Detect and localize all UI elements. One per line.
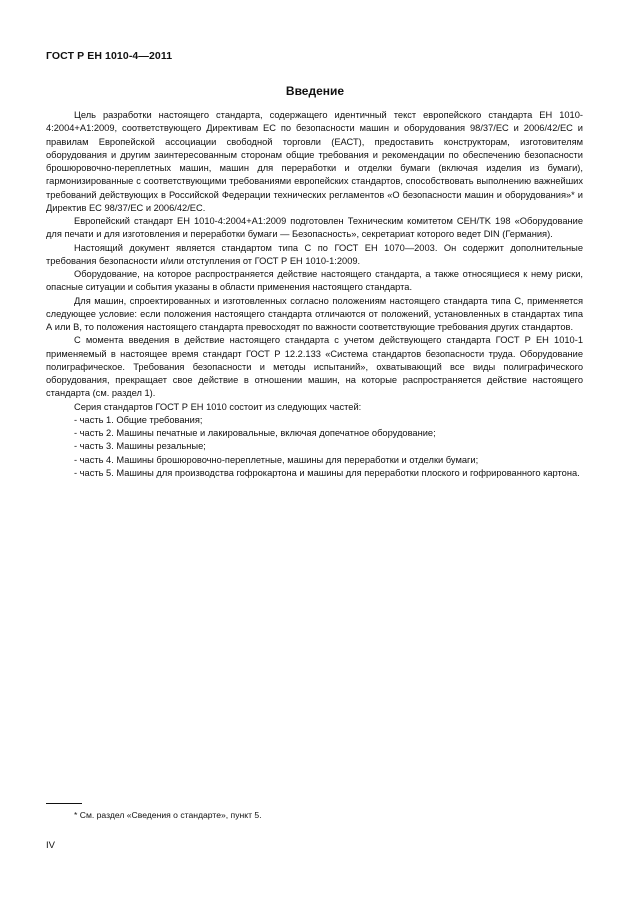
- list-item: - часть 5. Машины для производства гофрокартона и машины для переработки плоского и гофрированного картона.: [74, 467, 580, 478]
- footnote: * См. раздел «Сведения о стандарте», пункт 5.: [74, 810, 262, 820]
- list-item: - часть 4. Машины брошюровочно-переплетные, машины для переработки и отделки бумаги;: [74, 454, 479, 465]
- parts-list: [46, 414, 583, 480]
- paragraph-replacement: С момента введения в действие настоящего стандарта с учетом действующего стандарта ГОСТ Р ЕН 1010-1 применяемый в настоящее время стандарт ГОСТ Р 12.2.133 «Система стандартов безопасности труда. Оборудование полиграфическое. Требования безопасности и методы испытаний», охватывающий все виды полиграфического оборудования, прекращает свое действие в отношении машин, на которые распространяется действие настоящего стандарта (см. раздел 1).: [46, 335, 583, 399]
- document-header: ГОСТ Р ЕН 1010-4—2011: [46, 50, 173, 62]
- list-item: - часть 1. Общие требования;: [74, 414, 203, 425]
- list-item: - часть 2. Машины печатные и лакировальные, включая допечатное оборудование;: [74, 428, 436, 438]
- page-number: IV: [46, 840, 55, 851]
- paragraph-type-c: Настоящий документ является стандартом типа С по ГОСТ ЕН 1070—2003. Он содержит дополнительные требования безопасности и/или отступления от ГОСТ Р ЕН 1010-1:2009.: [46, 242, 583, 266]
- paragraph-purpose: Цель разработки настоящего стандарта, содержащего идентичный текст европейского стандарта ЕН 1010-4:2004+А1:2009, соответствующего Директивам ЕС по безопасности машин и оборудования 98/37/ЕС и 2006/42/ЕС и правилам Европейской ассоциации свободной торговли (ЕАСТ), предоставить конструкторам, изготовителям оборудования и другим заинтересованным сторонам общие требования и рекомендации по обеспечению безопасности брошюровочно-переплетных машин, машин для переработки и отделки бумаги (включая изделия из бумаги), гармонизированные с соответствующими требованиями европейских стандартов, способствовать выполнению важнейших требований действующих в Российской Федерации технических регламентов «О безопасности машин и оборудования»* и Директив ЕС 98/37/ЕС и 2006/42/ЕС.: [46, 110, 583, 213]
- paragraph-condition: Для машин, спроектированных и изготовленных согласно положениям настоящего стандарта типа С, применяется следующее условие: если положения настоящего стандарта отличаются от положений, установленных в стандартах типа А или В, то положения настоящего стандарта превосходят по важности соответствующие требования других стандартов.: [46, 295, 583, 332]
- paragraph-origin: Европейский стандарт ЕН 1010-4:2004+А1:2009 подготовлен Техническим комитетом CEH/TK 198 «Оборудование для печати и для изготовления и переработки бумаги — Безопасность», секретариат которого ведет DIN (Германия).: [46, 216, 583, 240]
- body-text: [46, 109, 583, 480]
- section-title: Введение: [285, 84, 345, 98]
- paragraph-series: Серия стандартов ГОСТ Р ЕН 1010 состоит из следующих частей:: [74, 401, 362, 412]
- paragraph-scope: Оборудование, на которое распространяется действие настоящего стандарта, а также относящиеся к нему риски, опасные ситуации и события указаны в области применения настоящего стандарта.: [46, 269, 583, 293]
- list-item: - часть 3. Машины резальные;: [74, 441, 206, 452]
- footnote-divider: [46, 803, 82, 804]
